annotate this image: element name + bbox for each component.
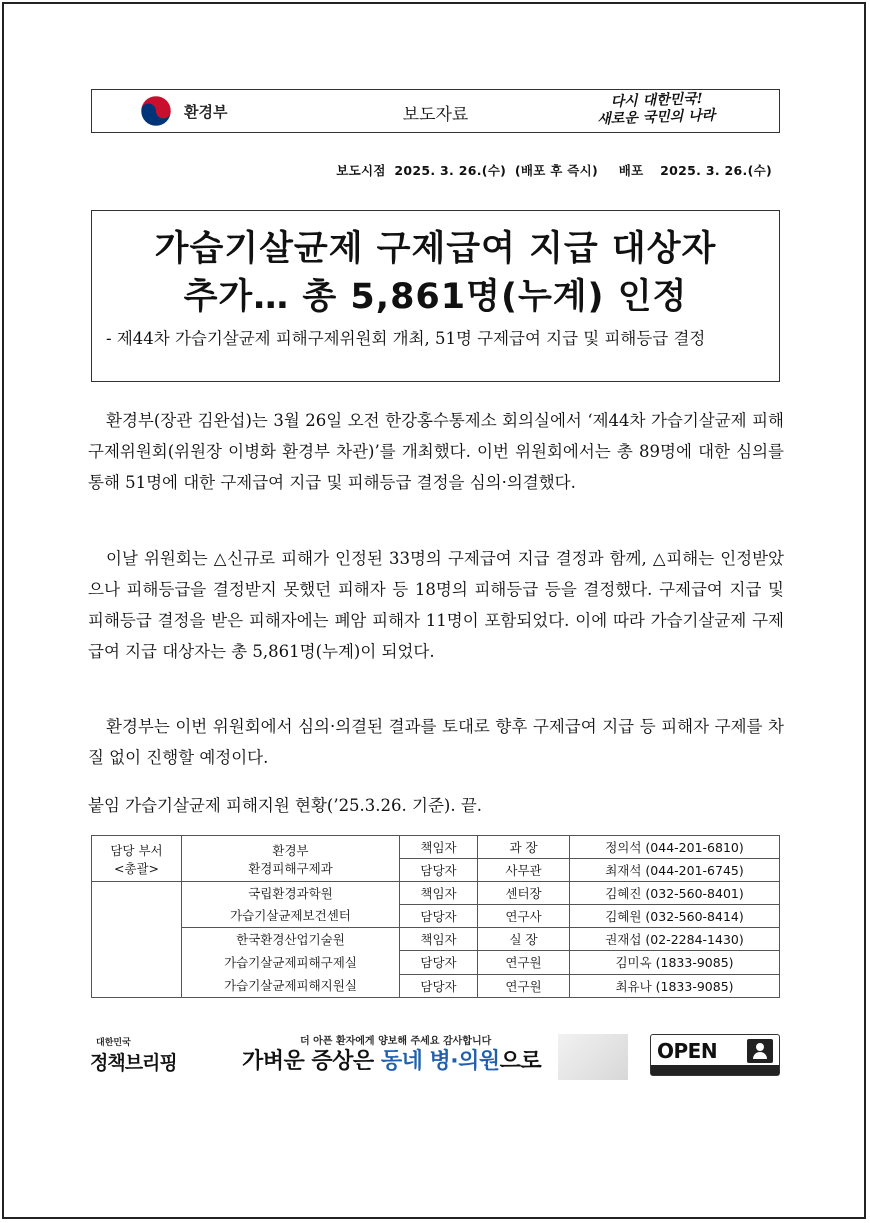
org-unit: 가습기살균제보건센터 [230, 907, 351, 923]
org-unit: 가습기살균제피해지원실 [224, 978, 357, 993]
slogan-line-2: 새로운 국민의 나라 [596, 107, 716, 128]
person-cell: 김혜진 (032-560-8401) [570, 882, 780, 905]
release-label: 보도시점 [336, 163, 386, 178]
title-cell: 연구원 [478, 974, 570, 997]
policy-briefing-brand: 정책브리핑 [90, 1052, 177, 1074]
policy-briefing-logo [90, 1035, 190, 1080]
subtitle: - 제44차 가습기살균제 피해구제위원회 개최, 51명 구제급여 지급 및 피해등급 결정 [106, 329, 706, 348]
distribution-label: 배포 [618, 163, 644, 178]
person-cell: 김혜원 (032-560-8414) [570, 905, 780, 928]
org-unit: 환경피해구제과 [248, 860, 333, 876]
title-cell: 연구원 [478, 951, 570, 974]
title-box [91, 210, 780, 382]
distribution-date: 2025. 3. 26.(수) [660, 163, 772, 178]
org-name: 한국환경산업기술원 [236, 932, 345, 947]
banner-main-text [242, 1044, 541, 1075]
person-cell: 최유나 (1833-9085) [570, 974, 780, 997]
campaign-banner [240, 1030, 628, 1080]
release-note: (배포 후 즉시) [514, 163, 599, 178]
contact-table [91, 835, 780, 998]
person-cell: 김미옥 (1833-9085) [570, 951, 780, 974]
person-cell: 권재섭 (02-2284-1430) [570, 928, 780, 951]
dept-label: 담당 부서 [110, 842, 163, 858]
policy-briefing-small: 대한민국 [96, 1038, 131, 1048]
person-icon [747, 1039, 773, 1063]
org-unit: 가습기살균제피해구제실 [224, 955, 357, 970]
dept-empty-cell [92, 882, 182, 998]
title-cell: 사무관 [478, 859, 570, 882]
headline-line-2: 추가… 총 5,861명(누계) 인정 [183, 277, 688, 317]
org-name: 국립환경과학원 [248, 885, 333, 901]
body-paragraph-1: 환경부(장관 김완섭)는 3월 26일 오전 한강홍수통제소 회의실에서 ‘제44차 가습기살균제 피해구제위원회(위원장 이병화 환경부 차관)’를 개최했다. 이번 위원회에서는 총 89명에 대한 심의를 통해 51명에 대한 구제급여 지급 및 피해등급 결정을 심의·의결했다. [88, 411, 784, 492]
org-cell [182, 882, 400, 928]
banner-text-c: 으로 [499, 1049, 542, 1074]
org-cell [182, 928, 400, 998]
role-cell: 담당자 [400, 859, 478, 882]
table-row [92, 836, 780, 859]
role-cell: 책임자 [400, 928, 478, 951]
attachment-note: 붙임 가습기살균제 피해지원 현황(’25.3.26. 기준). 끝. [88, 796, 483, 815]
title-cell: 실 장 [478, 928, 570, 951]
ministry-name: 환경부 [184, 103, 228, 121]
role-cell: 책임자 [400, 882, 478, 905]
open-license-badge [650, 1034, 780, 1076]
press-header [91, 89, 780, 133]
banner-text-b: 동네 병·의원 [380, 1049, 500, 1074]
license-strip [651, 1065, 779, 1075]
dept-label-cell [92, 836, 182, 882]
release-date: 2025. 3. 26.(수) [394, 163, 507, 178]
slogan-line-1: 다시 대한민국! [610, 90, 704, 111]
banner-text-a: 가벼운 증상은 [242, 1049, 381, 1074]
role-cell: 담당자 [400, 951, 478, 974]
title-cell: 연구사 [478, 905, 570, 928]
headline-line-1: 가습기살균제 구제급여 지급 대상자 [154, 229, 717, 269]
title-cell: 과 장 [478, 836, 570, 859]
table-row [92, 882, 780, 905]
title-cell: 센터장 [478, 882, 570, 905]
person-cell: 최재석 (044-201-6745) [570, 859, 780, 882]
slogan [596, 89, 747, 132]
role-cell: 담당자 [400, 905, 478, 928]
org-cell [182, 836, 400, 882]
open-word: OPEN [657, 1039, 718, 1063]
body-paragraph-3: 환경부는 이번 위원회에서 심의·의결된 결과를 토대로 향후 구제급여 지급 등 피해자 구제를 차질 없이 진행할 예정이다. [88, 717, 784, 767]
person-cell: 정의석 (044-201-6810) [570, 836, 780, 859]
role-cell: 담당자 [400, 974, 478, 997]
dept-sublabel: <총괄> [113, 860, 160, 876]
doc-type-title: 보도자료 [402, 105, 469, 125]
banner-illustration [558, 1034, 628, 1080]
body-paragraph-2: 이날 위원회는 △신규로 피해가 인정된 33명의 구제급여 지급 결정과 함께, △피해는 인정받았으나 피해등급을 결정받지 못했던 피해자 등 18명의 피해등급 등을 결정했다. 구제급여 지급 및 피해등급 결정을 받은 피해자에는 폐암 피해자 11명이 포함되었다. 이에 따라 가습기살균제 구제급여 지급 대상자는 총 5,861명(누계)이 되었다. [88, 549, 784, 661]
role-cell: 책임자 [400, 836, 478, 859]
banner-top-text: 더 아픈 환자에게 양보해 주세요 감사합니다 [300, 1036, 492, 1047]
release-info [332, 161, 772, 179]
table-row [92, 928, 780, 951]
org-name: 환경부 [272, 842, 309, 858]
